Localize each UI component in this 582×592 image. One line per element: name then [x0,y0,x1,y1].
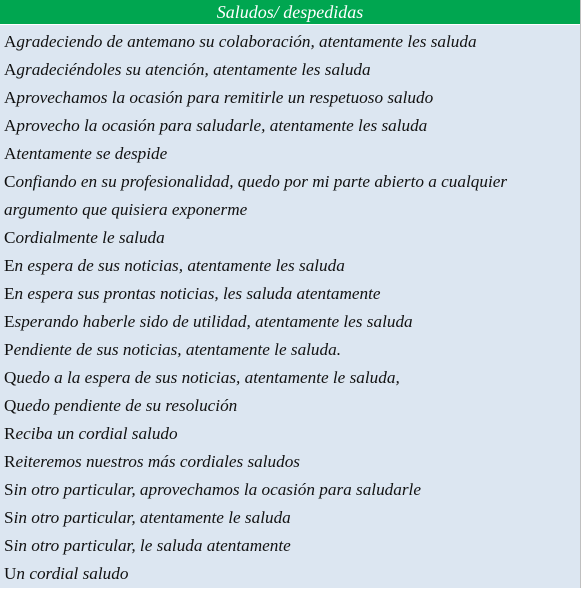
table-row: Un cordial saludo [4,564,129,583]
table-row: Cordialmente le saluda [4,228,165,247]
phrase-list [0,25,580,588]
table-row: Sin otro particular, le saluda atentamente [4,536,291,555]
table-row: Sin otro particular, aprovechamos la ocasión para saludarle [4,480,421,499]
table-row: Pendiente de sus noticias, atentamente le saluda. [4,340,342,359]
table-row: Sin otro particular, atentamente le saluda [4,508,291,527]
table-row: Reiteremos nuestros más cordiales saludos [4,452,301,471]
table-row: Atentamente se despide [4,144,168,163]
table-row: En espera de sus noticias, atentamente les saluda [4,256,345,275]
table-header: Saludos/ despedidas [0,0,580,25]
table-row: Quedo a la espera de sus noticias, atentamente le saluda, [4,368,400,387]
table-row: Reciba un cordial saludo [4,424,178,443]
table-row: Agradeciéndoles su atención, atentamente les saluda [4,60,371,79]
table-row: Agradeciendo de antemano su colaboración, atentamente les saluda [4,32,477,51]
table-row: Aprovecho la ocasión para saludarle, atentamente les saluda [4,116,428,135]
table-row: En espera sus prontas noticias, les saluda atentamente [4,284,381,303]
table-row: Quedo pendiente de su resolución [4,396,238,415]
table-row: Confiando en su profesionalidad, quedo por mi parte abierto a cualquier argumento que quisiera exponerme [4,172,508,219]
table-row: Aprovechamos la ocasión para remitirle un respetuoso saludo [4,88,434,107]
table-row: Esperando haberle sido de utilidad, atentamente les saluda [4,312,413,331]
